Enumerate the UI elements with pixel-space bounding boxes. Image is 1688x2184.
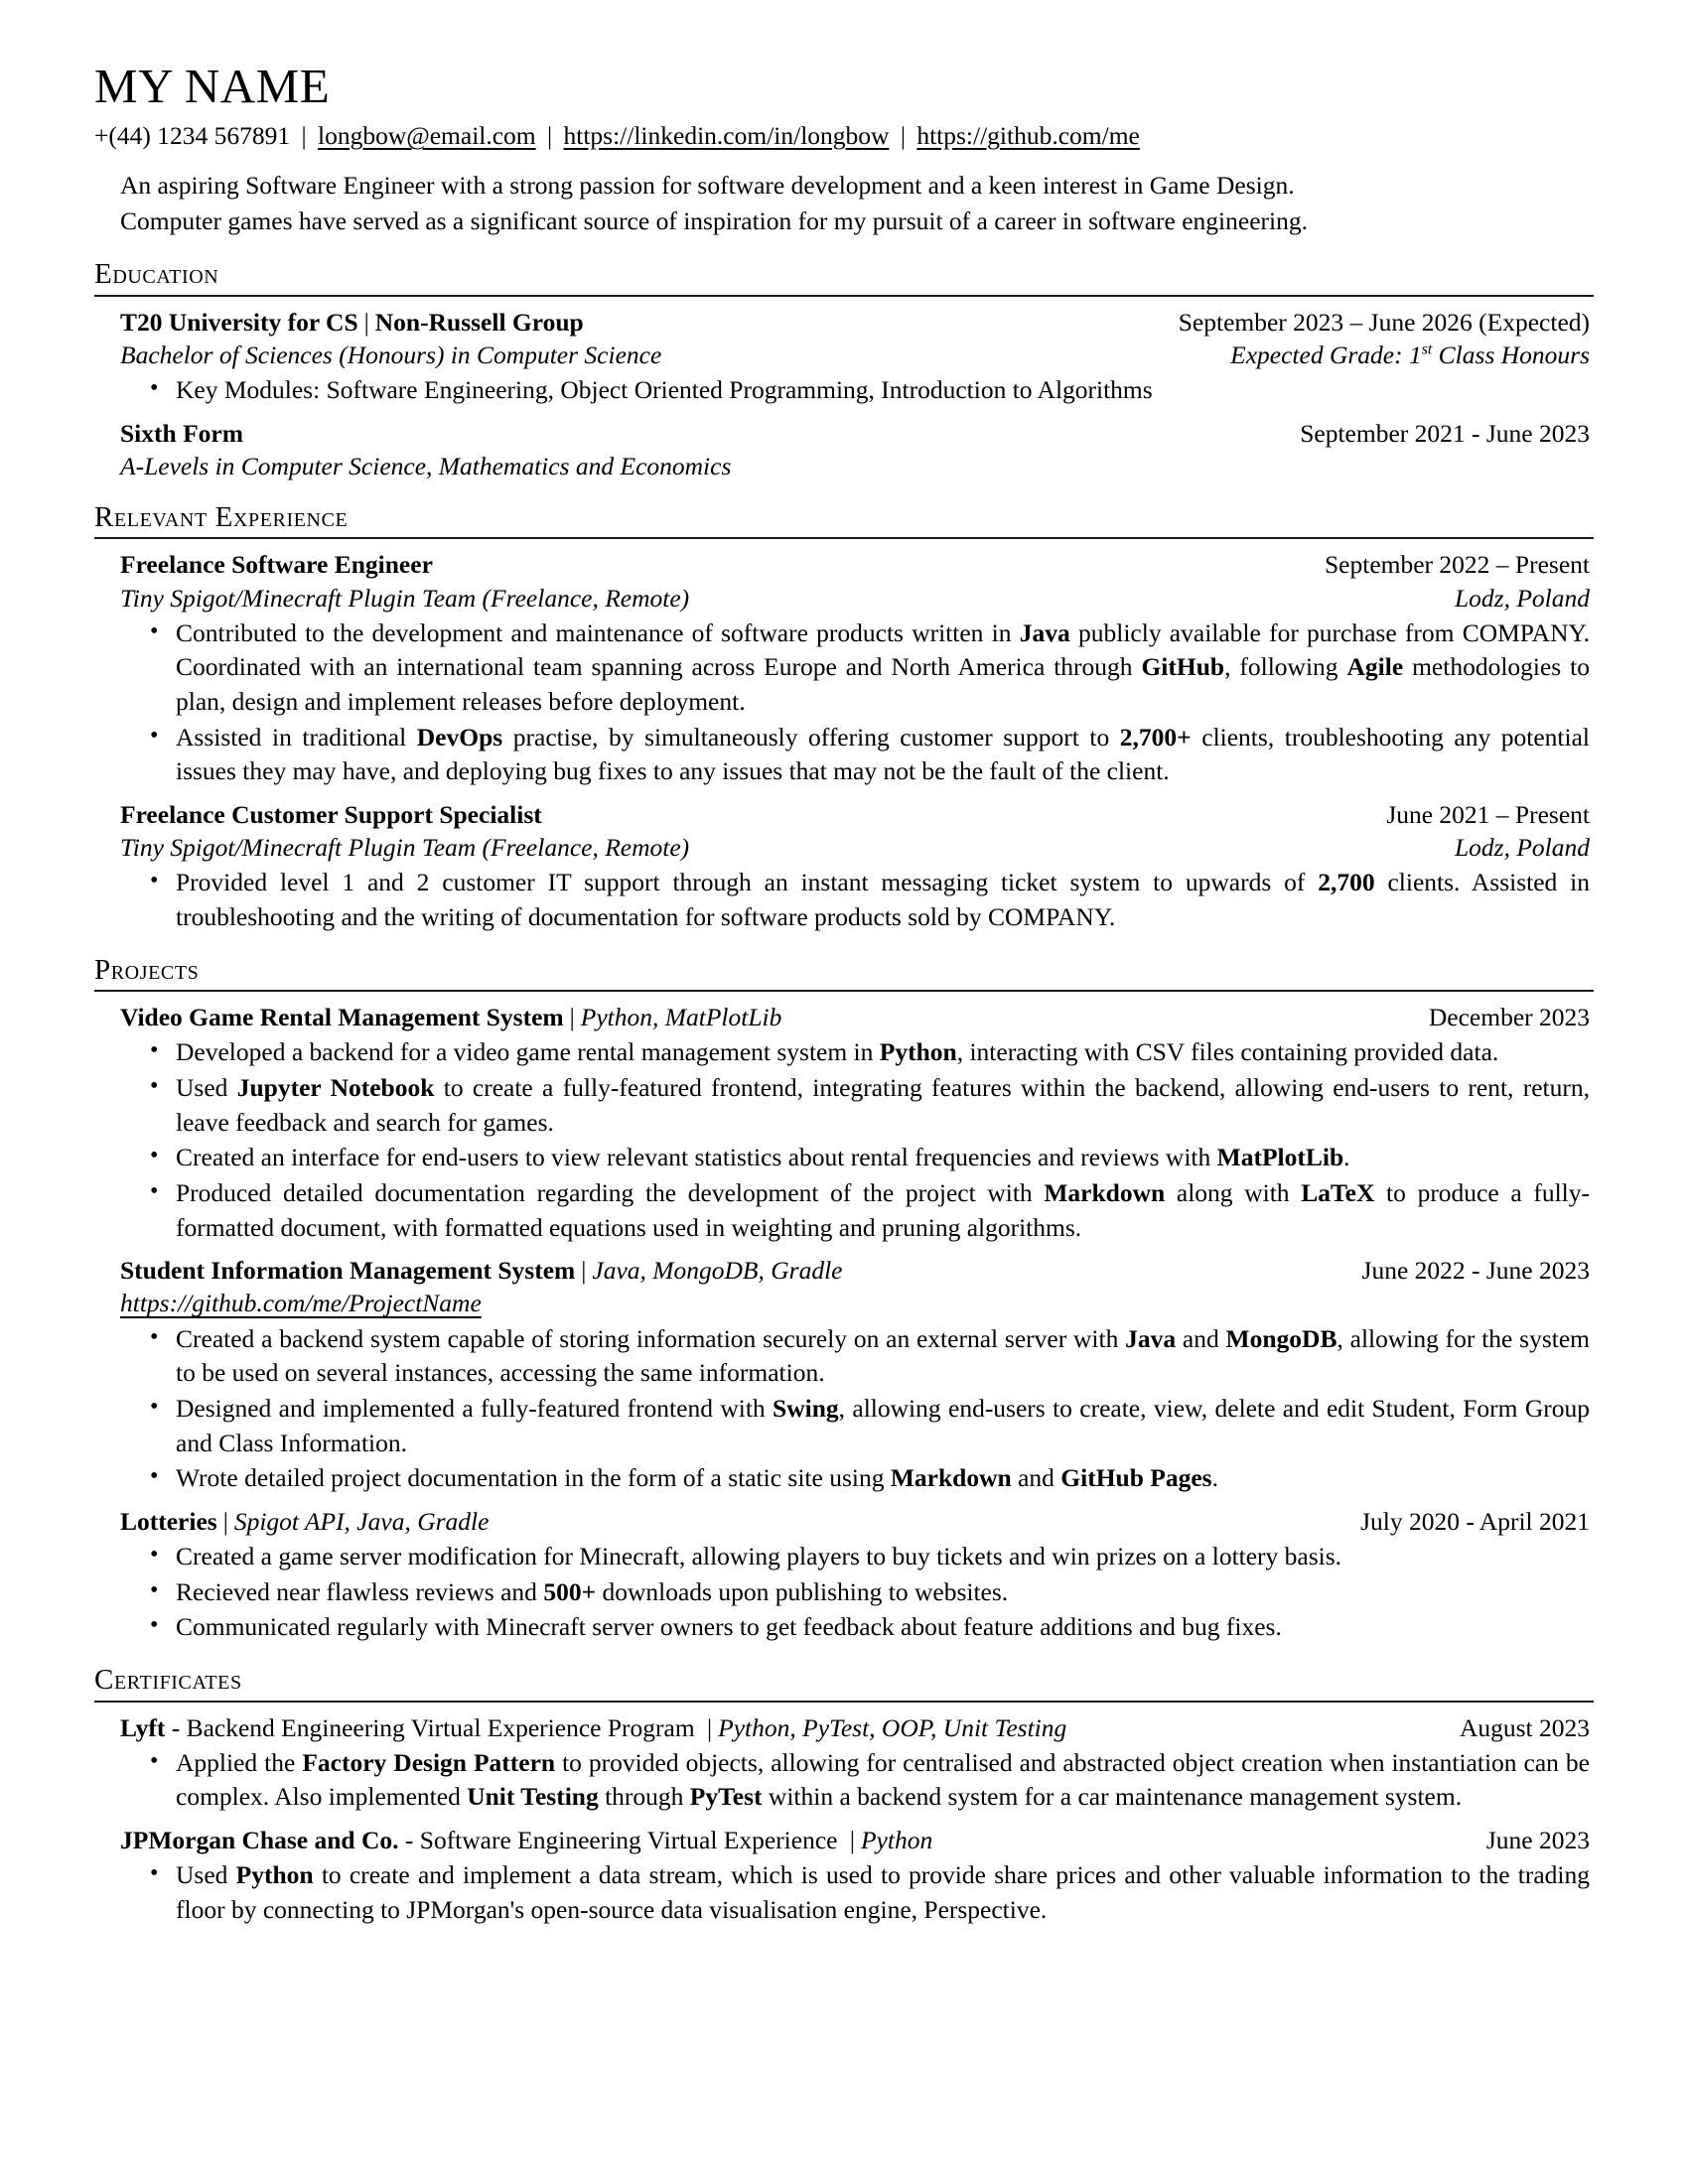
- title-separator: |: [849, 1825, 855, 1854]
- project-title-group: [120, 1505, 489, 1538]
- title-separator: |: [581, 1256, 587, 1286]
- list-item: • Wrote detailed project documentation in the form of a static site using Markdown and GitHub Pages.: [150, 1461, 1590, 1496]
- section-heading-projects: Projects: [94, 953, 200, 986]
- list-item: • Created a game server modification for Minecraft, allowing players to buy tickets and win prizes on a lottery basis.: [150, 1540, 1590, 1574]
- profile-summary: [94, 168, 1594, 239]
- section-education: [94, 259, 1594, 482]
- title-separator: |: [363, 307, 369, 337]
- education-entry-header: [120, 417, 1590, 450]
- list-item: • Developed a backend for a video game rental management system in Python, interacting with CSV files containing provided data.: [150, 1035, 1590, 1070]
- job-date: September 2022 – Present: [1325, 550, 1590, 580]
- section-heading-experience: Relevant Experience: [94, 500, 349, 533]
- certificate-bullets: [120, 1746, 1590, 1815]
- project-entry-header: [120, 1254, 1590, 1287]
- candidate-name: MY NAME: [94, 59, 331, 113]
- certificate-issuer: Lyft: [120, 1712, 166, 1742]
- section-rule-certificates: [94, 1701, 1594, 1703]
- project-bullets: [120, 1035, 1590, 1245]
- project-title-group: [120, 1001, 781, 1033]
- github-link[interactable]: https://github.com/me: [916, 121, 1140, 150]
- email-link[interactable]: longbow@email.com: [317, 121, 536, 150]
- institution-group: Non-Russell Group: [374, 307, 584, 337]
- certificate-entry-header: [120, 1711, 1590, 1744]
- project-tech: Spigot API, Java, Gradle: [233, 1506, 490, 1536]
- title-separator: |: [569, 1003, 575, 1032]
- certificate-title-group: [120, 1711, 1066, 1744]
- list-item: • Used Jupyter Notebook to create a fully-featured frontend, integrating features within the backend, allowing end-users to rent, return, leave feedback and search for games.: [150, 1071, 1590, 1140]
- certificate-name: - Backend Engineering Virtual Experience Program: [165, 1712, 702, 1742]
- contact-separator-2: |: [547, 121, 553, 150]
- list-item: • Assisted in traditional DevOps practise, by simultaneously offering customer support to 2,700+ clients, troubleshooting any potential issues they may have, and deploying bug fixes to any issues that may not be the fault of the client.: [150, 721, 1590, 789]
- expected-grade: [1206, 339, 1590, 371]
- contact-line: [94, 120, 1594, 152]
- section-certificates: [94, 1665, 1594, 1927]
- resume-header: [94, 59, 1594, 239]
- project-date: December 2023: [1428, 1003, 1590, 1032]
- expected-grade-pre: Expected Grade: 1: [1230, 340, 1422, 369]
- project-bullets: [120, 1540, 1590, 1645]
- education-bullets: [120, 373, 1590, 408]
- job-title: Freelance Software Engineer: [120, 550, 433, 580]
- education-entry-date: September 2021 - June 2023: [1300, 418, 1590, 448]
- degree-name: Bachelor of Sciences (Honours) in Computer Science: [120, 340, 662, 369]
- section-rule-experience: [94, 537, 1594, 539]
- list-item: • Communicated regularly with Minecraft server owners to get feedback about feature additions and bug fixes.: [150, 1610, 1590, 1645]
- list-item: • Recieved near flawless reviews and 500+ downloads upon publishing to websites.: [150, 1575, 1590, 1610]
- certificate-tech: Python, PyTest, OOP, Unit Testing: [718, 1712, 1067, 1742]
- employer-name: Tiny Spigot/Minecraft Plugin Team (Freelance, Remote): [120, 833, 690, 863]
- experience-entry: [120, 798, 1590, 935]
- experience-entry-header: [120, 548, 1590, 581]
- qualification-name: A-Levels in Computer Science, Mathematics and Economics: [120, 451, 732, 480]
- certificate-entry: [120, 1824, 1590, 1927]
- project-title-group: [120, 1254, 843, 1287]
- list-item: • Key Modules: Software Engineering, Object Oriented Programming, Introduction to Algorithms: [150, 373, 1590, 408]
- expected-grade-sup: st: [1421, 341, 1433, 358]
- project-entry: [120, 1254, 1590, 1496]
- certificate-tech: Python: [860, 1825, 933, 1854]
- education-entries: [94, 306, 1594, 482]
- experience-entry-subheader: [120, 831, 1590, 864]
- project-tech: Java, MongoDB, Gradle: [592, 1256, 843, 1286]
- project-date: June 2022 - June 2023: [1361, 1256, 1590, 1286]
- title-separator: |: [222, 1506, 228, 1536]
- certificate-bullets: [120, 1858, 1590, 1927]
- expected-grade-post: Class Honours: [1432, 340, 1590, 369]
- education-entry-subheader: [120, 339, 1590, 371]
- project-name: Student Information Management System: [120, 1256, 576, 1286]
- list-item: • Created a backend system capable of storing information securely on an external server with Java and MongoDB, allowing for the system to be used on several instances, accessing the same information.: [150, 1322, 1590, 1391]
- employer-name: Tiny Spigot/Minecraft Plugin Team (Freelance, Remote): [120, 583, 690, 613]
- experience-bullets: [120, 616, 1590, 789]
- contact-separator-3: |: [900, 121, 906, 150]
- project-entry-header: [120, 1001, 1590, 1033]
- list-item: • Produced detailed documentation regarding the development of the project with Markdown along with LaTeX to produce a fully-formatted document, with formatted equations used in weighting and pruning algorithms.: [150, 1176, 1590, 1245]
- section-heading-education: Education: [94, 258, 219, 291]
- list-item: • Contributed to the development and maintenance of software products written in Java publicly available for purchase from COMPANY. Coordinated with an international team spanning across Europe and North America through GitHub, following Agile methodologies to plan, design and implement releases before deployment.: [150, 616, 1590, 720]
- list-item: • Provided level 1 and 2 customer IT support through an instant messaging ticket system to upwards of 2,700 clients. Assisted in troubleshooting and the writing of documentation for software products sold by COMPANY.: [150, 866, 1590, 934]
- project-bullets: [120, 1322, 1590, 1496]
- education-entry: [120, 306, 1590, 408]
- project-tech: Python, MatPlotLib: [580, 1003, 782, 1032]
- education-entry-header: [120, 306, 1590, 339]
- title-separator: |: [707, 1712, 713, 1742]
- experience-entry: [120, 548, 1590, 789]
- section-rule-education: [94, 295, 1594, 297]
- job-location: Lodz, Poland: [1454, 833, 1590, 863]
- certificate-date: August 2023: [1459, 1712, 1590, 1742]
- linkedin-link[interactable]: https://linkedin.com/in/longbow: [563, 121, 890, 150]
- project-name: Video Game Rental Management System: [120, 1003, 564, 1032]
- experience-entry-subheader: [120, 582, 1590, 614]
- project-repo-link[interactable]: https://github.com/me/ProjectName: [120, 1289, 482, 1318]
- list-item: • Used Python to create and implement a data stream, which is used to provide share prices and other valuable information to the trading floor by connecting to JPMorgan's open-source data visualisation engine, Perspective.: [150, 1858, 1590, 1927]
- certificate-entry-header: [120, 1824, 1590, 1856]
- education-entry-date: September 2023 – June 2026 (Expected): [1178, 307, 1590, 337]
- job-title: Freelance Customer Support Specialist: [120, 800, 542, 830]
- list-item: • Applied the Factory Design Pattern to provided objects, allowing for centralised and abstracted object creation when instantiation can be complex. Also implemented Unit Testing through PyTest within a backend system for a car maintenance management system.: [150, 1746, 1590, 1815]
- section-heading-certificates: Certificates: [94, 1664, 242, 1697]
- projects-entries: [94, 1001, 1594, 1645]
- list-item: • Created an interface for end-users to view relevant statistics about rental frequencies and reviews with MatPlotLib.: [150, 1141, 1590, 1175]
- phone-text: +(44) 1234 567891: [94, 121, 291, 150]
- certificates-entries: [94, 1711, 1594, 1928]
- experience-entries: [94, 548, 1594, 934]
- education-entry-subheader: [120, 450, 1590, 482]
- certificate-name: - Software Engineering Virtual Experience: [398, 1825, 844, 1854]
- project-entry: [120, 1505, 1590, 1645]
- summary-line-1: An aspiring Software Engineer with a strong passion for software development and a keen interest in Game Design.: [120, 170, 1295, 200]
- contact-separator-1: |: [301, 121, 307, 150]
- section-rule-projects: [94, 990, 1594, 992]
- institution-name: T20 University for CS: [120, 307, 358, 337]
- certificate-issuer: JPMorgan Chase and Co.: [120, 1825, 399, 1854]
- institution-name: Sixth Form: [120, 418, 243, 448]
- project-entry-header: [120, 1505, 1590, 1538]
- project-date: July 2020 - April 2021: [1360, 1506, 1590, 1536]
- education-entry-title: [120, 306, 584, 339]
- section-experience: [94, 502, 1594, 935]
- experience-entry-header: [120, 798, 1590, 831]
- education-entry: [120, 417, 1590, 482]
- experience-bullets: [120, 866, 1590, 934]
- certificate-title-group: [120, 1824, 932, 1856]
- summary-line-2: Computer games have served as a significant source of inspiration for my pursuit of a career in software engineering.: [120, 206, 1308, 236]
- job-date: June 2021 – Present: [1386, 800, 1590, 830]
- certificate-entry: [120, 1711, 1590, 1815]
- job-location: Lodz, Poland: [1454, 583, 1590, 613]
- section-projects: [94, 955, 1594, 1645]
- project-name: Lotteries: [120, 1506, 217, 1536]
- project-entry: [120, 1001, 1590, 1245]
- list-item: • Designed and implemented a fully-featured frontend with Swing, allowing end-users to create, view, delete and edit Student, Form Group and Class Information.: [150, 1392, 1590, 1460]
- certificate-date: June 2023: [1485, 1825, 1590, 1854]
